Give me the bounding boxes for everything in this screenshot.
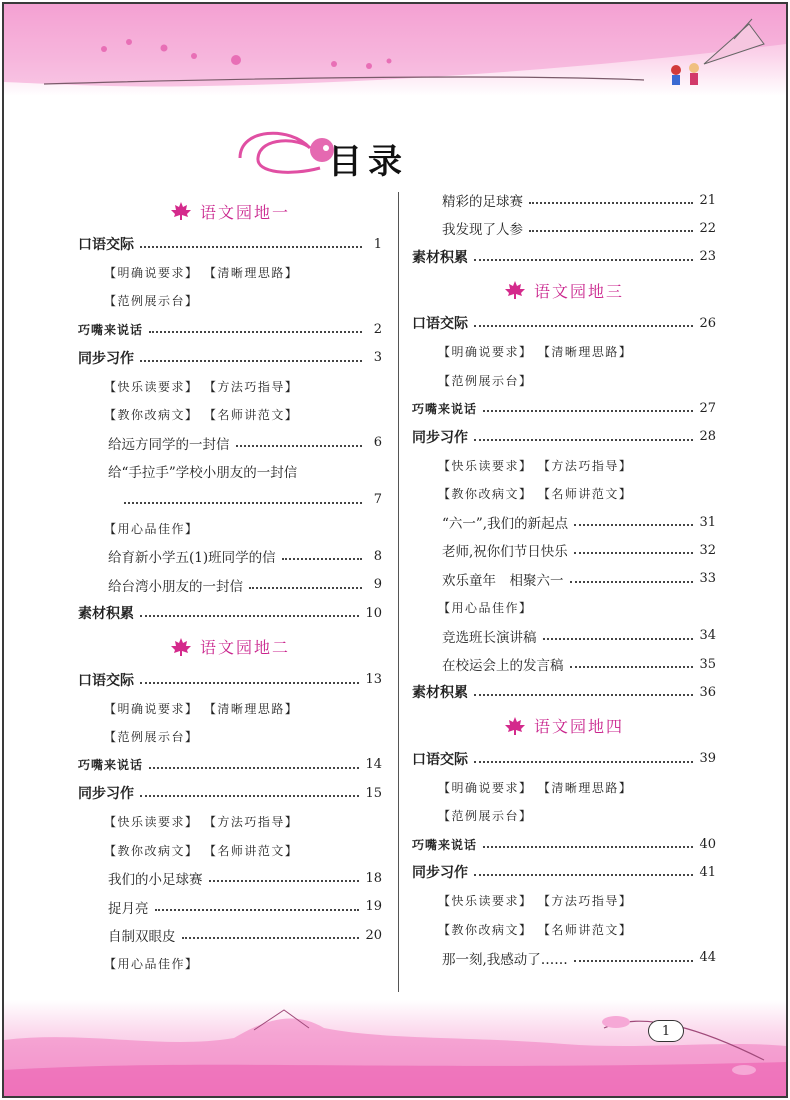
- toc-entry[interactable]: [412, 216, 716, 240]
- unit-heading-text: 语文园地三: [533, 281, 624, 301]
- toc-entry-label: 【范例展示台】: [104, 729, 199, 744]
- toc-page-number: 15: [365, 785, 382, 801]
- toc-entry[interactable]: [78, 488, 382, 512]
- toc-section-tags: [412, 453, 716, 477]
- toc-entry-label: 巧嘴来说话: [78, 322, 144, 337]
- page-number: 1: [648, 1020, 684, 1042]
- unit-heading-text: 语文园地二: [199, 638, 290, 658]
- toc-entry[interactable]: [78, 923, 382, 947]
- toc-page-number: 33: [699, 571, 716, 587]
- toc-page-number: 28: [699, 429, 716, 445]
- toc-section-tags: [78, 402, 382, 426]
- toc-entry-label: “六一”,我们的新起点: [442, 516, 569, 532]
- maple-leaf-icon: [170, 201, 192, 221]
- dot-leader: [483, 840, 693, 848]
- toc-entry-label: 老师,祝你们节日快乐: [442, 544, 568, 561]
- unit-heading-text: 语文园地四: [533, 717, 624, 737]
- toc-page-number: 35: [699, 656, 716, 672]
- toc-entry-label: 巧嘴来说话: [78, 758, 144, 773]
- toc-page-number: 18: [365, 870, 382, 886]
- toc-page-number: 36: [699, 684, 716, 700]
- toc-entry[interactable]: [78, 781, 382, 805]
- toc-entry[interactable]: [412, 245, 716, 269]
- toc-entry[interactable]: [412, 624, 716, 648]
- toc-entry[interactable]: [78, 601, 382, 625]
- maple-leaf-icon: [504, 716, 526, 736]
- toc-entry-label: 同步习作: [412, 865, 468, 882]
- toc-page-number: 41: [699, 864, 716, 880]
- toc-entry-label: 在校运会上的发言稿: [442, 658, 564, 674]
- toc-entry[interactable]: [412, 311, 716, 335]
- toc-entry-label: 给台湾小朋友的一封信: [108, 578, 243, 595]
- toc-entry-label: 【教你改病文】 【名师讲范文】: [438, 487, 633, 502]
- toc-entry[interactable]: [412, 510, 716, 534]
- toc-section-tags: [78, 260, 382, 284]
- maple-leaf-icon: [504, 280, 526, 300]
- toc-entry-label: 口语交际: [412, 751, 468, 768]
- toc-page-number: 23: [699, 249, 716, 265]
- dot-leader: [529, 224, 693, 232]
- toc-section-tags: [78, 696, 382, 720]
- toc-section-tags: [78, 952, 382, 976]
- toc-entry-label: 巧嘴来说话: [412, 401, 478, 416]
- toc-page-number: 21: [699, 192, 716, 208]
- toc-page-number: 7: [373, 492, 382, 508]
- dot-leader: [124, 496, 362, 504]
- maple-leaf-icon: [170, 637, 192, 657]
- dot-leader: [140, 609, 359, 617]
- page-title: 目录: [328, 142, 408, 182]
- dot-leader: [249, 581, 362, 589]
- toc-entry-label: 【用心品佳作】: [104, 521, 199, 536]
- toc-entry[interactable]: [78, 866, 382, 890]
- squirrel-decoration: [230, 118, 340, 188]
- toc-entry-label: 给“手拉手”学校小朋友的一封信: [108, 465, 298, 482]
- dot-leader: [149, 761, 359, 769]
- unit-heading-text: 语文园地一: [199, 202, 290, 222]
- toc-entry-label: 我发现了人参: [442, 222, 523, 239]
- toc-entry[interactable]: [78, 895, 382, 919]
- toc-entry[interactable]: [412, 832, 716, 856]
- dot-leader: [474, 688, 693, 696]
- dot-leader: [574, 546, 694, 554]
- toc-entry-label: 【教你改病文】 【名师讲范文】: [438, 922, 633, 937]
- toc-entry-label: 【范例展示台】: [438, 373, 533, 388]
- toc-section-tags: [78, 374, 382, 398]
- toc-section-tags: [412, 775, 716, 799]
- toc-entry[interactable]: [78, 431, 382, 455]
- toc-entry-label: 同步习作: [412, 429, 468, 446]
- toc-entry-label: 【明确说要求】 【清晰理思路】: [104, 701, 299, 716]
- toc-entry[interactable]: [412, 567, 716, 591]
- toc-page-number: 3: [373, 350, 382, 366]
- toc-section-tags: [412, 482, 716, 506]
- toc-entry-label: 【明确说要求】 【清晰理思路】: [438, 780, 633, 795]
- dot-leader: [209, 874, 360, 882]
- toc-section-tags: [412, 595, 716, 619]
- dot-leader: [236, 439, 363, 447]
- toc-entry-label: 【教你改病文】 【名师讲范文】: [104, 407, 299, 422]
- toc-page-number: 14: [365, 757, 382, 773]
- footer-landscape: [4, 1000, 786, 1096]
- unit-heading: [412, 713, 716, 739]
- toc-entry-label: 自制双眼皮: [108, 929, 176, 946]
- toc-page-number: 13: [365, 672, 382, 688]
- toc-page-number: 20: [365, 927, 382, 943]
- toc-section-tags: [412, 889, 716, 913]
- toc-entry-label: 素材积累: [78, 606, 134, 623]
- dot-leader: [529, 196, 693, 204]
- toc-page-number: 8: [373, 548, 382, 564]
- toc-entry[interactable]: [78, 346, 382, 370]
- dot-leader: [570, 575, 694, 583]
- toc-entry-label: 捉月亮: [108, 900, 149, 917]
- toc-entry-label: 同步习作: [78, 350, 134, 367]
- toc-entry-label: 竞选班长演讲稿: [442, 629, 537, 646]
- toc-entry[interactable]: [78, 232, 382, 256]
- toc-entry-label: 【用心品佳作】: [104, 957, 199, 972]
- dot-leader: [474, 319, 693, 327]
- toc-section-tags: [412, 368, 716, 392]
- toc-entry[interactable]: [412, 425, 716, 449]
- toc-entry-label: 【范例展示台】: [104, 294, 199, 309]
- toc-entry[interactable]: [78, 668, 382, 692]
- dot-leader: [543, 632, 694, 640]
- dot-leader: [474, 755, 693, 763]
- toc-entry[interactable]: [78, 544, 382, 568]
- dot-leader: [140, 354, 362, 362]
- toc-section-tags: [78, 516, 382, 540]
- toc-entry[interactable]: [412, 538, 716, 562]
- dot-leader: [140, 676, 359, 684]
- toc-entry[interactable]: [78, 317, 382, 341]
- toc-entry-label: 我们的小足球赛: [108, 872, 203, 889]
- toc-page-number: 39: [699, 751, 716, 767]
- toc-page-number: 22: [699, 220, 716, 236]
- toc-page-number: 9: [373, 577, 382, 593]
- toc-entry-label: 【明确说要求】 【清晰理思路】: [438, 345, 633, 360]
- unit-heading: [78, 198, 382, 224]
- header-banner: [4, 4, 786, 96]
- toc-entry[interactable]: [412, 652, 716, 676]
- dot-leader: [483, 404, 693, 412]
- toc-entry[interactable]: [412, 747, 716, 771]
- toc-entry-label: 【用心品佳作】: [438, 600, 533, 615]
- dot-leader: [155, 903, 360, 911]
- dot-leader: [149, 325, 362, 333]
- toc-section-tags: [412, 340, 716, 364]
- toc-entry-label: 给育新小学五(1)班同学的信: [108, 550, 276, 567]
- toc-page-number: 10: [365, 605, 382, 621]
- dot-leader: [140, 789, 359, 797]
- dot-leader: [182, 931, 360, 939]
- toc-entry[interactable]: [412, 946, 716, 970]
- toc-page-number: 2: [373, 321, 382, 337]
- toc-section-tags: [78, 810, 382, 834]
- footer-decoration: [4, 1000, 786, 1096]
- dot-leader: [574, 954, 694, 962]
- toc-entry-label: 素材积累: [412, 685, 468, 702]
- dot-leader: [474, 433, 693, 441]
- toc-page-number: 26: [699, 315, 716, 331]
- toc-section-tags: [78, 724, 382, 748]
- header-swoosh-decoration: [4, 4, 786, 96]
- toc-page-number: 6: [373, 435, 382, 451]
- toc-entry[interactable]: [78, 753, 382, 777]
- dot-leader: [140, 240, 362, 248]
- dot-leader: [282, 552, 362, 560]
- toc-entry-label: 口语交际: [78, 237, 134, 253]
- dot-leader: [474, 868, 693, 876]
- toc-page-number: 1: [373, 236, 382, 252]
- toc-entry-label: 【快乐读要求】 【方法巧指导】: [438, 458, 633, 473]
- toc-page-number: 27: [699, 400, 716, 416]
- toc-entry-label: 【范例展示台】: [438, 809, 533, 824]
- toc-entry-label: 那一刻,我感动了……: [442, 951, 568, 968]
- dot-leader: [570, 660, 694, 668]
- toc-entry[interactable]: [78, 573, 382, 597]
- toc-entry[interactable]: [412, 396, 716, 420]
- toc-entry-label: 【快乐读要求】 【方法巧指导】: [438, 894, 633, 909]
- toc-section-tags: [412, 917, 716, 941]
- toc-entry[interactable]: [412, 188, 716, 212]
- toc-section-tags: [412, 804, 716, 828]
- toc-entry-label: 素材积累: [412, 249, 468, 266]
- toc-entry-title: [78, 459, 382, 483]
- toc-entry-label: 同步习作: [78, 786, 134, 803]
- toc-section-tags: [78, 289, 382, 313]
- toc-entry-label: 口语交际: [78, 672, 134, 689]
- toc-page-number: 44: [699, 950, 716, 966]
- toc-entry-label: 【快乐读要求】 【方法巧指导】: [104, 379, 299, 394]
- toc-entry-label: 巧嘴来说话: [412, 837, 478, 852]
- toc-title-group: [230, 118, 450, 188]
- toc-page-number: 40: [699, 836, 716, 852]
- toc-page-number: 31: [699, 514, 716, 530]
- dot-leader: [474, 253, 693, 261]
- toc-entry-label: 【教你改病文】 【名师讲范文】: [104, 843, 299, 858]
- toc-entry[interactable]: [412, 680, 716, 704]
- toc-entry-label: 精彩的足球赛: [442, 194, 523, 210]
- toc-page-number: 32: [699, 542, 716, 558]
- toc-entry-label: 给远方同学的一封信: [108, 436, 230, 453]
- toc-entry-label: 【快乐读要求】 【方法巧指导】: [104, 815, 299, 830]
- toc-section-tags: [78, 838, 382, 862]
- toc-entry[interactable]: [412, 860, 716, 884]
- toc-entry-label: 口语交际: [412, 316, 468, 333]
- column-divider: [398, 192, 399, 992]
- toc-page-number: 19: [365, 899, 382, 915]
- dot-leader: [574, 518, 693, 526]
- toc-entry-label: 欢乐童年 相聚六一: [442, 572, 564, 589]
- toc-entry-label: 【明确说要求】 【清晰理思路】: [104, 265, 299, 280]
- unit-heading: [78, 634, 382, 660]
- toc-page-number: 34: [699, 628, 716, 644]
- unit-heading: [412, 277, 716, 303]
